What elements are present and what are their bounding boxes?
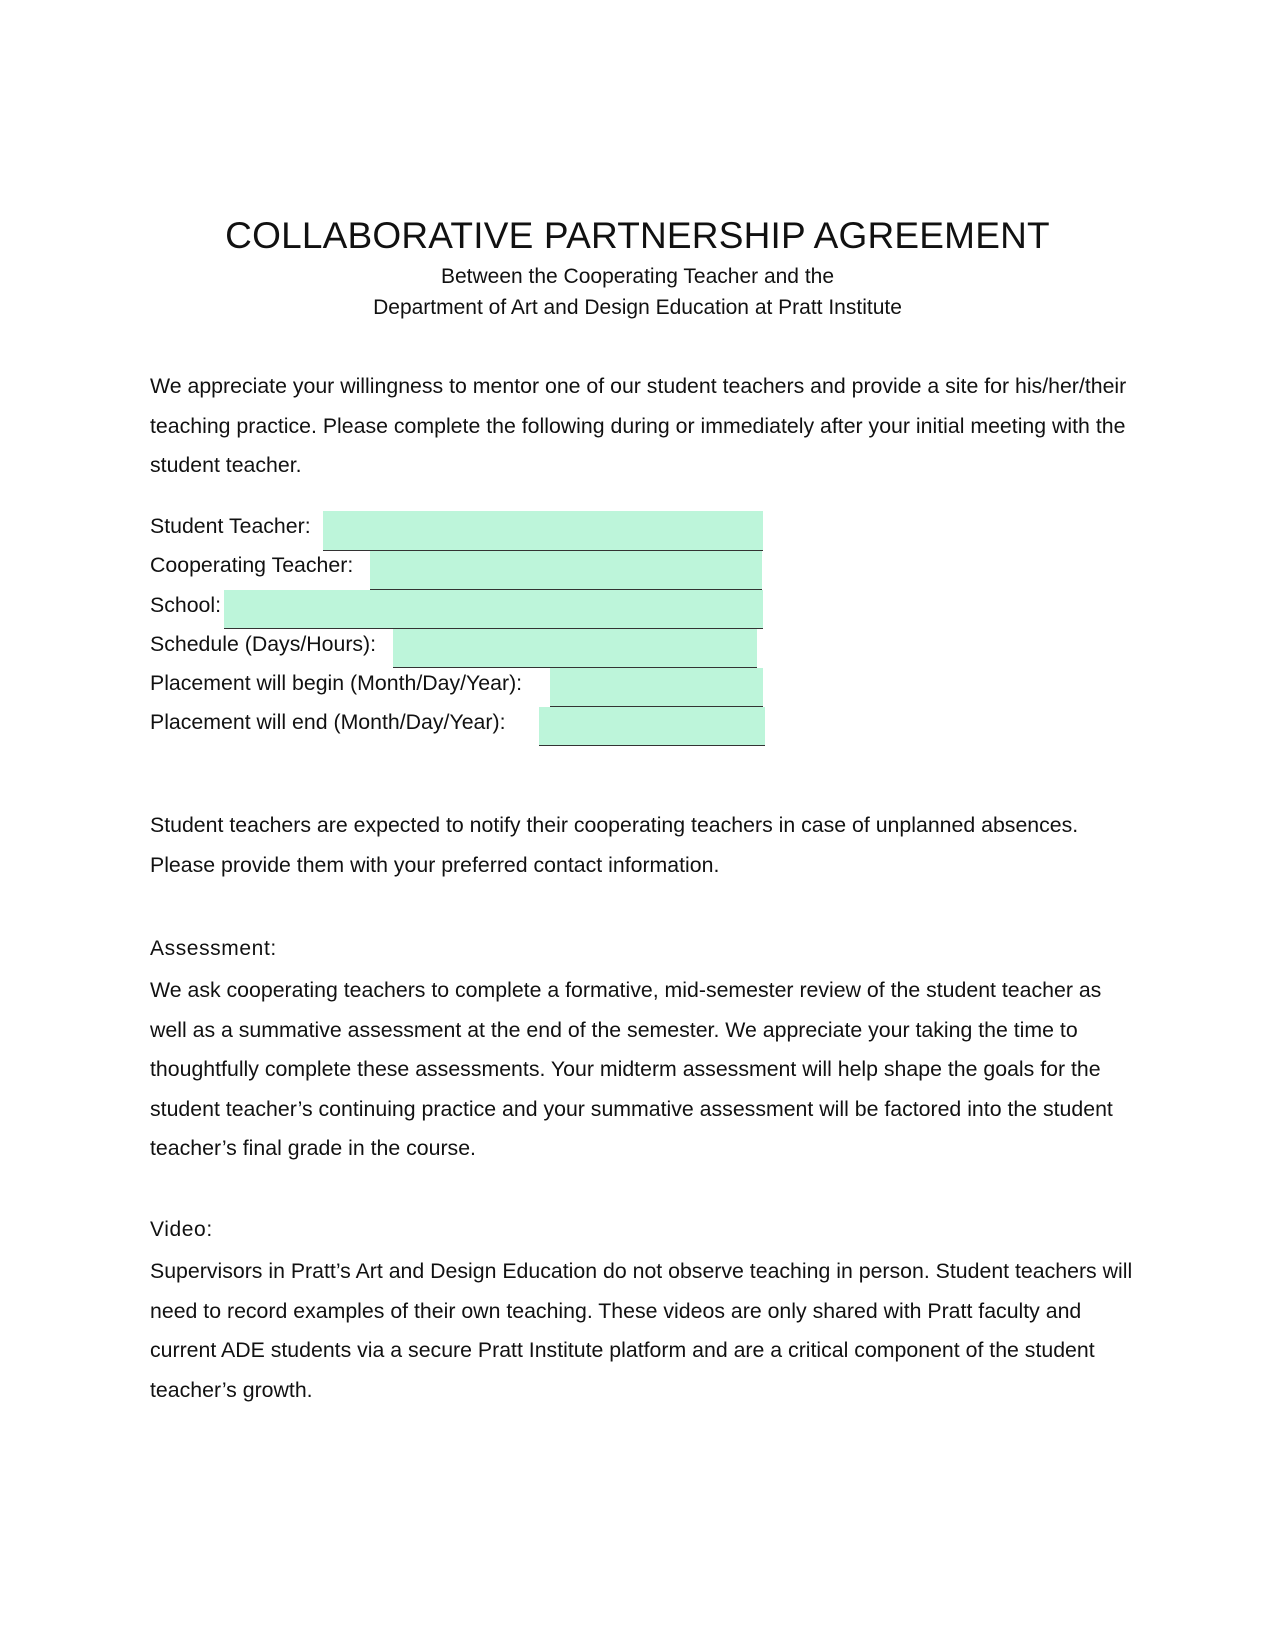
intro-paragraph: We appreciate your willingness to mentor one of our student teachers and provide a site for his/her/their teaching practice. Please complete the following during or immediately after your initial meeting with the student teacher.	[150, 374, 1127, 477]
document-subtitle-line2: Department of Art and Design Education at Pratt Institute	[373, 296, 902, 319]
cooperating-teacher-label: Cooperating Teacher:	[150, 553, 354, 577]
document-subtitle-line1: Between the Cooperating Teacher and the	[440, 265, 835, 288]
placement-begin-field[interactable]	[550, 668, 763, 707]
placement-end-field[interactable]	[539, 707, 765, 746]
assessment-heading: Assessment:	[150, 937, 277, 960]
document-title: COLLABORATIVE PARTNERSHIP AGREEMENT	[225, 215, 1050, 256]
school-field[interactable]	[224, 590, 763, 629]
schedule-label: Schedule (Days/Hours):	[150, 632, 377, 656]
schedule-field[interactable]	[393, 629, 757, 668]
school-label: School:	[150, 593, 222, 617]
notify-paragraph: Student teachers are expected to notify their cooperating teachers in case of unplanned absences. Please provide them with your preferred contact information.	[150, 813, 1079, 877]
video-paragraph: Supervisors in Pratt’s Art and Design Education do not observe teaching in person. Student teachers will need to record examples of their own teaching. These videos are only shared with Pratt faculty and current ADE students via a secure Pratt Institute platform and are a critical component of the student teacher’s growth.	[150, 1259, 1133, 1402]
cooperating-teacher-field[interactable]	[370, 551, 762, 590]
video-heading: Video:	[150, 1218, 213, 1241]
student-teacher-label: Student Teacher:	[150, 514, 311, 538]
placement-end-label: Placement will end (Month/Day/Year):	[150, 710, 506, 734]
student-teacher-field[interactable]	[323, 511, 763, 551]
placement-begin-label: Placement will begin (Month/Day/Year):	[150, 671, 523, 695]
assessment-paragraph: We ask cooperating teachers to complete a formative, mid-semester review of the student teacher as well as a summative assessment at the end of the semester. We appreciate your taking the time to thoughtfully complete these assessments. Your midterm assessment will help shape the goals for the student teacher’s continuing practice and your summative assessment will be factored into the student teacher’s final grade in the course.	[150, 978, 1113, 1160]
